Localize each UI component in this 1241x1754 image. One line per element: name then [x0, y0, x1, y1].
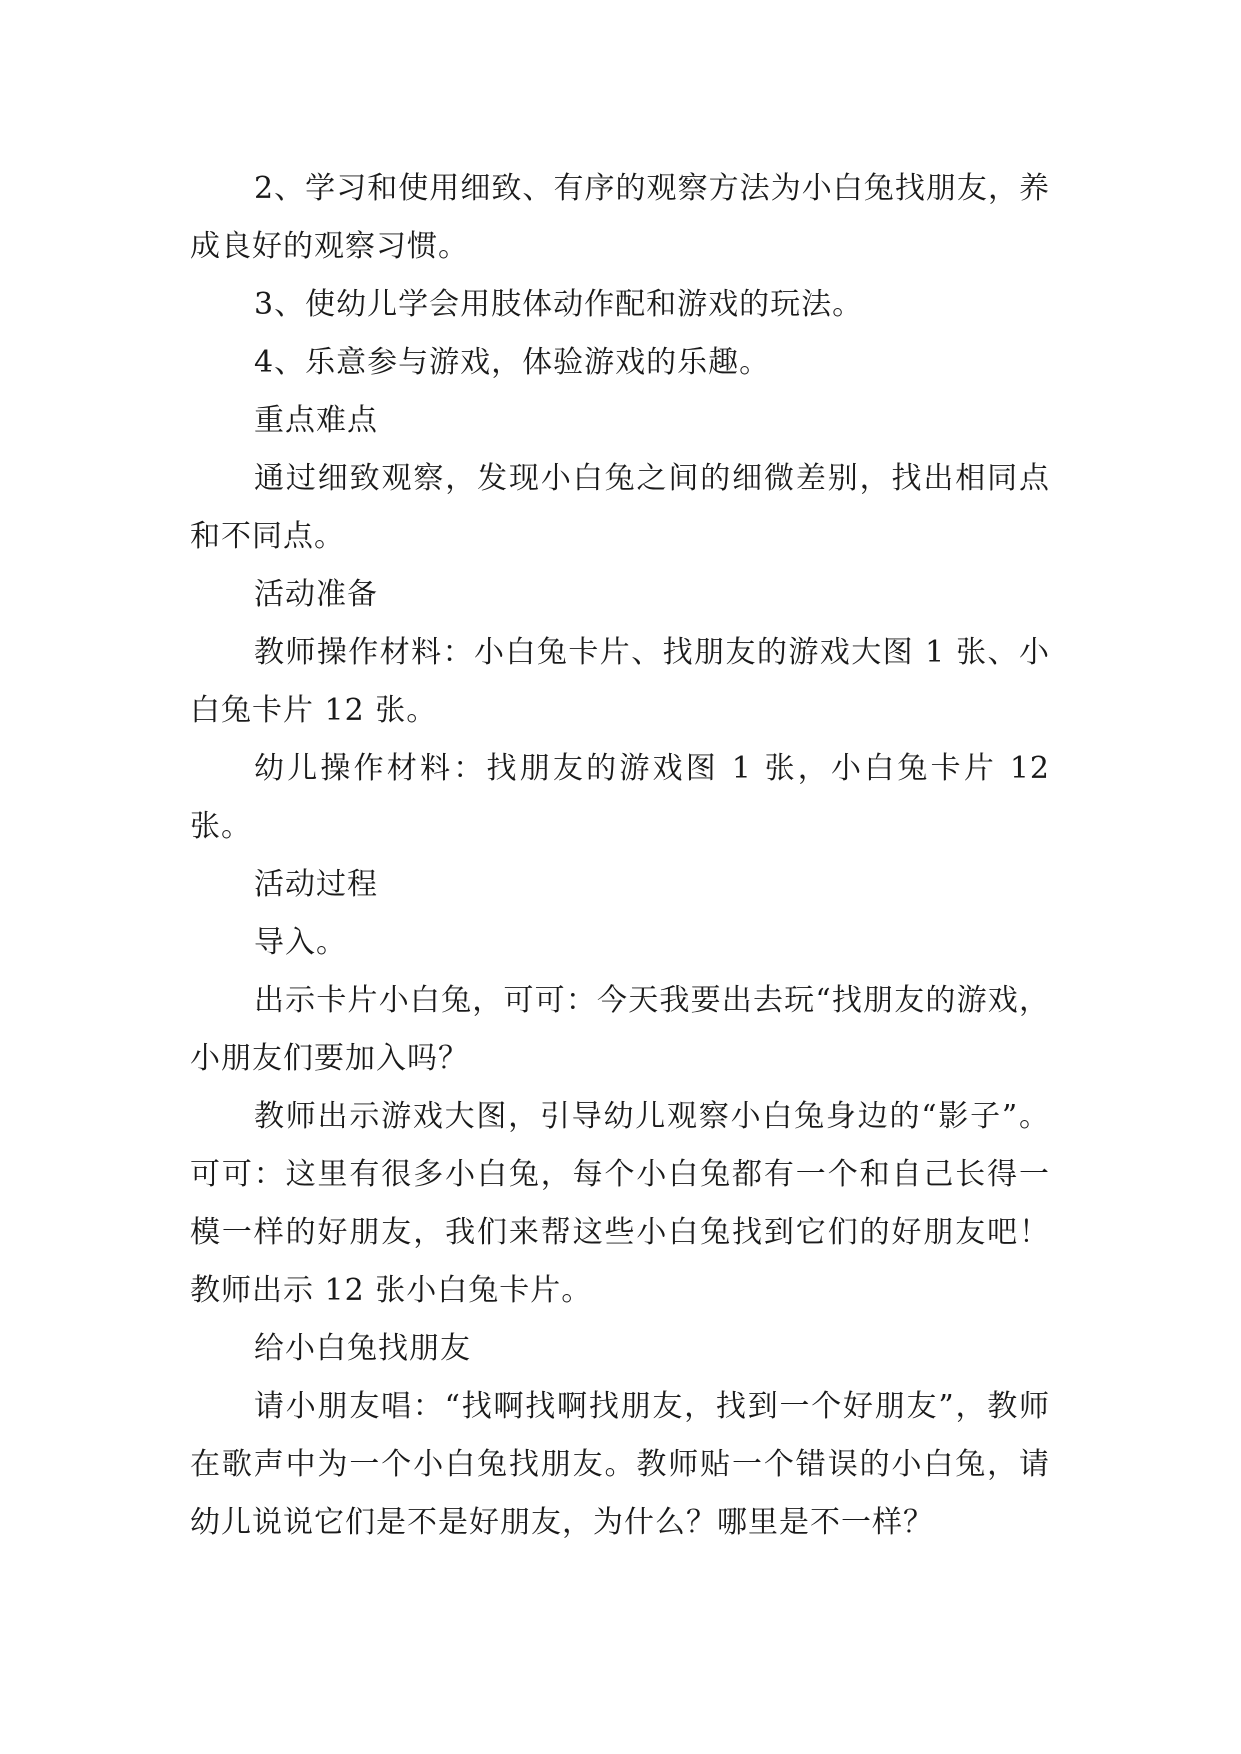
heading-preparation: 活动准备: [254, 577, 378, 612]
paragraph-sing-song: 请小朋友唱：“找啊找啊找朋友，找到一个好朋友”，教师在歌声中为一个小白兔找朋友。教师贴一个错误的小白兔，请幼儿说说它们是不是好朋友，为什么？哪里是不一样？: [190, 1389, 1050, 1540]
paragraph-key-points: 通过细致观察，发现小白兔之间的细微差别，找出相同点和不同点。: [190, 461, 1050, 554]
paragraph-goal-2: 2、学习和使用细致、有序的观察方法为小白兔找朋友，养成良好的观察习惯。: [190, 171, 1050, 264]
paragraph-child-materials: 幼儿操作材料：找朋友的游戏图 1 张，小白兔卡片 12 张。: [190, 751, 1050, 844]
paragraph-goal-4: 4、乐意参与游戏，体验游戏的乐趣。: [254, 345, 771, 380]
heading-find-friends: 给小白兔找朋友: [254, 1331, 471, 1366]
paragraph-goal-3: 3、使幼儿学会用肢体动作配和游戏的玩法。: [254, 287, 864, 322]
paragraph-teacher-materials: 教师操作材料：小白兔卡片、找朋友的游戏大图 1 张、小白兔卡片 12 张。: [190, 635, 1050, 728]
paragraph-show-card: 出示卡片小白兔，可可：今天我要出去玩“找朋友的游戏，小朋友们要加入吗？: [190, 983, 1050, 1076]
document-body: [190, 160, 1050, 1552]
paragraph-intro: 导入。: [254, 925, 347, 960]
heading-key-points: 重点难点: [254, 403, 378, 438]
heading-process: 活动过程: [254, 867, 378, 902]
paragraph-show-big-picture: 教师出示游戏大图，引导幼儿观察小白兔身边的“影子”。可可：这里有很多小白兔，每个小白兔都有一个和自己长得一模一样的好朋友，我们来帮这些小白兔找到它们的好朋友吧！教师出示 12 张小白兔卡片。: [190, 1099, 1050, 1308]
